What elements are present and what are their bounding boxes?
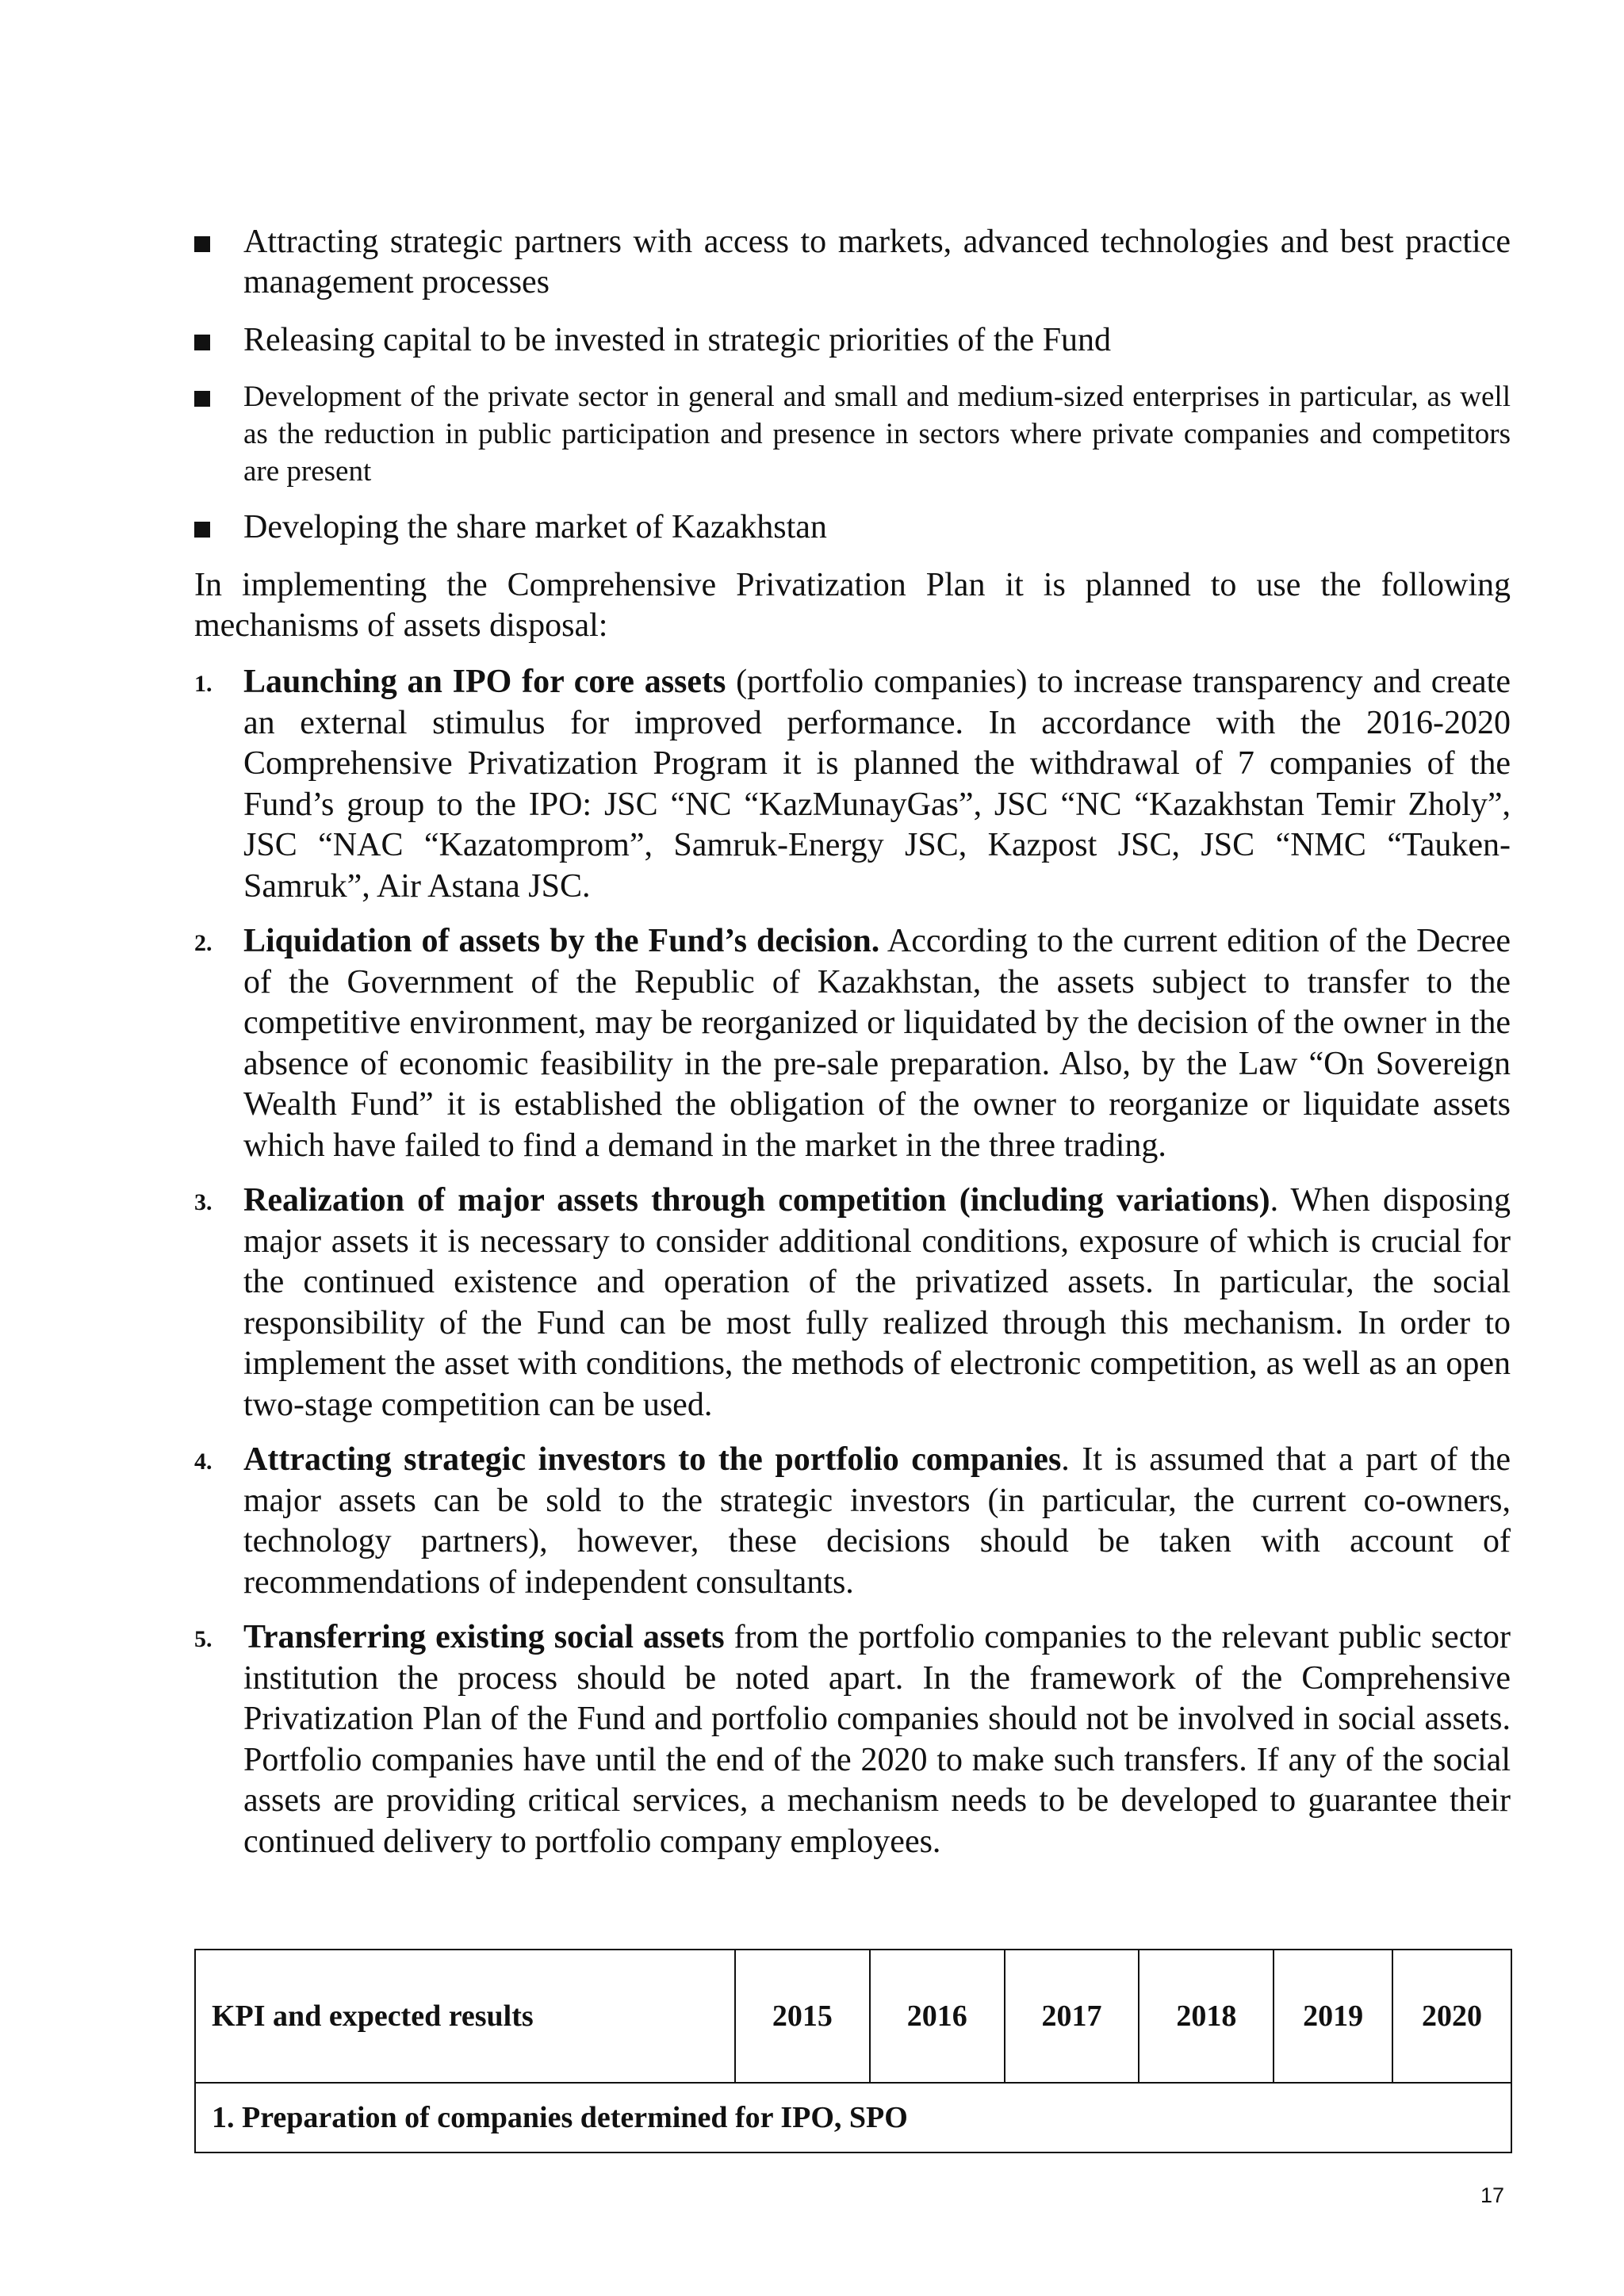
item-number: 1.	[194, 671, 213, 697]
kpi-table	[194, 1949, 1512, 2153]
item-text: . When disposing major assets it is necessary to consider additional conditions, exposure of which is crucial for the continued existence and operation of the privatized assets. In particular, the social responsibility of the Fund can be most fully realized through this mechanism. In order to implement the asset with conditions, the methods of electronic competition, as well as an open two-stage competition can be used.	[243, 1182, 1511, 1423]
item-number: 4.	[194, 1448, 213, 1475]
year-cell: 2017	[1005, 1950, 1139, 2083]
bullet-text: Developing the share market of Kazakhstan	[243, 509, 827, 545]
item-title: Attracting strategic investors to the portfolio companies	[243, 1441, 1062, 1478]
item-text: According to the current edition of the Decree of the Government of the Republic of Kazakhstan, the assets subject to transfer to the competitive environment, may be reorganized or liquidated by the decision of the owner in the absence of economic feasibility in the pre-sale preparation. Also, by the Law “On Sovereign Wealth Fund” it is established the obligation of the owner to reorganize or liquidate assets which have failed to find a demand in the market in the three trading.	[243, 923, 1511, 1164]
item-number: 2.	[194, 930, 213, 956]
year-cell: 2020	[1392, 1950, 1511, 2083]
item-text: . It is assumed that a part of the major assets can be sold to the strategic investors (in particular, the current co-owners, technology partners), however, these decisions should be taken with account of recommendations of independent consultants.	[243, 1441, 1511, 1601]
bullet-text: Attracting strategic partners with access to markets, advanced technologies and best practice management processes	[243, 224, 1511, 300]
page-number: 17	[1480, 2183, 1504, 2207]
square-bullet-icon	[194, 522, 210, 538]
item-text: from the portfolio companies to the relevant public sector institution the process should be noted apart. In the framework of the Comprehensive Privatization Plan of the Fund and portfolio companies should not be involved in social assets. Portfolio companies have until the end of the 2020 to make such transfers. If any of the social assets are providing critical services, a mechanism needs to be developed to guarantee their continued delivery to portfolio company employees.	[243, 1619, 1511, 1860]
table-header-row	[195, 1950, 1511, 2083]
bullet-item	[194, 320, 1511, 361]
numbered-item	[194, 921, 1511, 1166]
item-title: Liquidation of assets by the Fund’s decision.	[243, 923, 880, 959]
item-number: 3.	[194, 1189, 213, 1215]
square-bullet-icon	[194, 236, 210, 252]
year-cell: 2018	[1139, 1950, 1274, 2083]
numbered-item	[194, 1440, 1511, 1603]
bullet-item	[194, 222, 1511, 303]
item-title: Launching an IPO for core assets	[243, 664, 726, 700]
bullet-item	[194, 507, 1511, 548]
bullet-text: Development of the private sector in general and small and medium-sized enterprises in particular, as well as the reduction in public participation and presence in sectors where private companies and competitors are present	[243, 381, 1511, 488]
square-bullet-icon	[194, 335, 210, 350]
header-label-cell: KPI and expected results	[195, 1950, 735, 2083]
year-cell: 2019	[1274, 1950, 1392, 2083]
square-bullet-icon	[194, 391, 210, 407]
item-number: 5.	[194, 1626, 213, 1652]
page-content	[194, 222, 1511, 1877]
bullet-text: Releasing capital to be invested in strategic priorities of the Fund	[243, 322, 1112, 358]
year-cell: 2015	[735, 1950, 870, 2083]
item-title: Realization of major assets through competition (including variations)	[243, 1182, 1270, 1219]
bullet-item	[194, 378, 1511, 490]
table-section-row	[195, 2083, 1511, 2152]
numbered-item	[194, 1181, 1511, 1425]
numbered-item	[194, 662, 1511, 907]
section-cell: 1. Preparation of companies determined for IPO, SPO	[195, 2083, 1511, 2152]
intro-paragraph: In implementing the Comprehensive Privatization Plan it is planned to use the following mechanisms of assets disposal:	[194, 567, 1511, 644]
year-cell: 2016	[870, 1950, 1005, 2083]
numbered-item	[194, 1617, 1511, 1862]
item-title: Transferring existing social assets	[243, 1619, 725, 1655]
item-text: (portfolio companies) to increase transparency and create an external stimulus for improved performance. In accordance with the 2016-2020 Comprehensive Privatization Program it is planned the withdrawal of 7 companies of the Fund’s group to the IPO: JSC “NC “KazMunayGas”, JSC “NC “Kazakhstan Temir Zholy”, JSC “NAC “Kazatomprom”, Samruk-Energy JSC, Kazpost JSC, JSC “NMC “Tauken-Samruk”, Air Astana JSC.	[243, 664, 1511, 905]
